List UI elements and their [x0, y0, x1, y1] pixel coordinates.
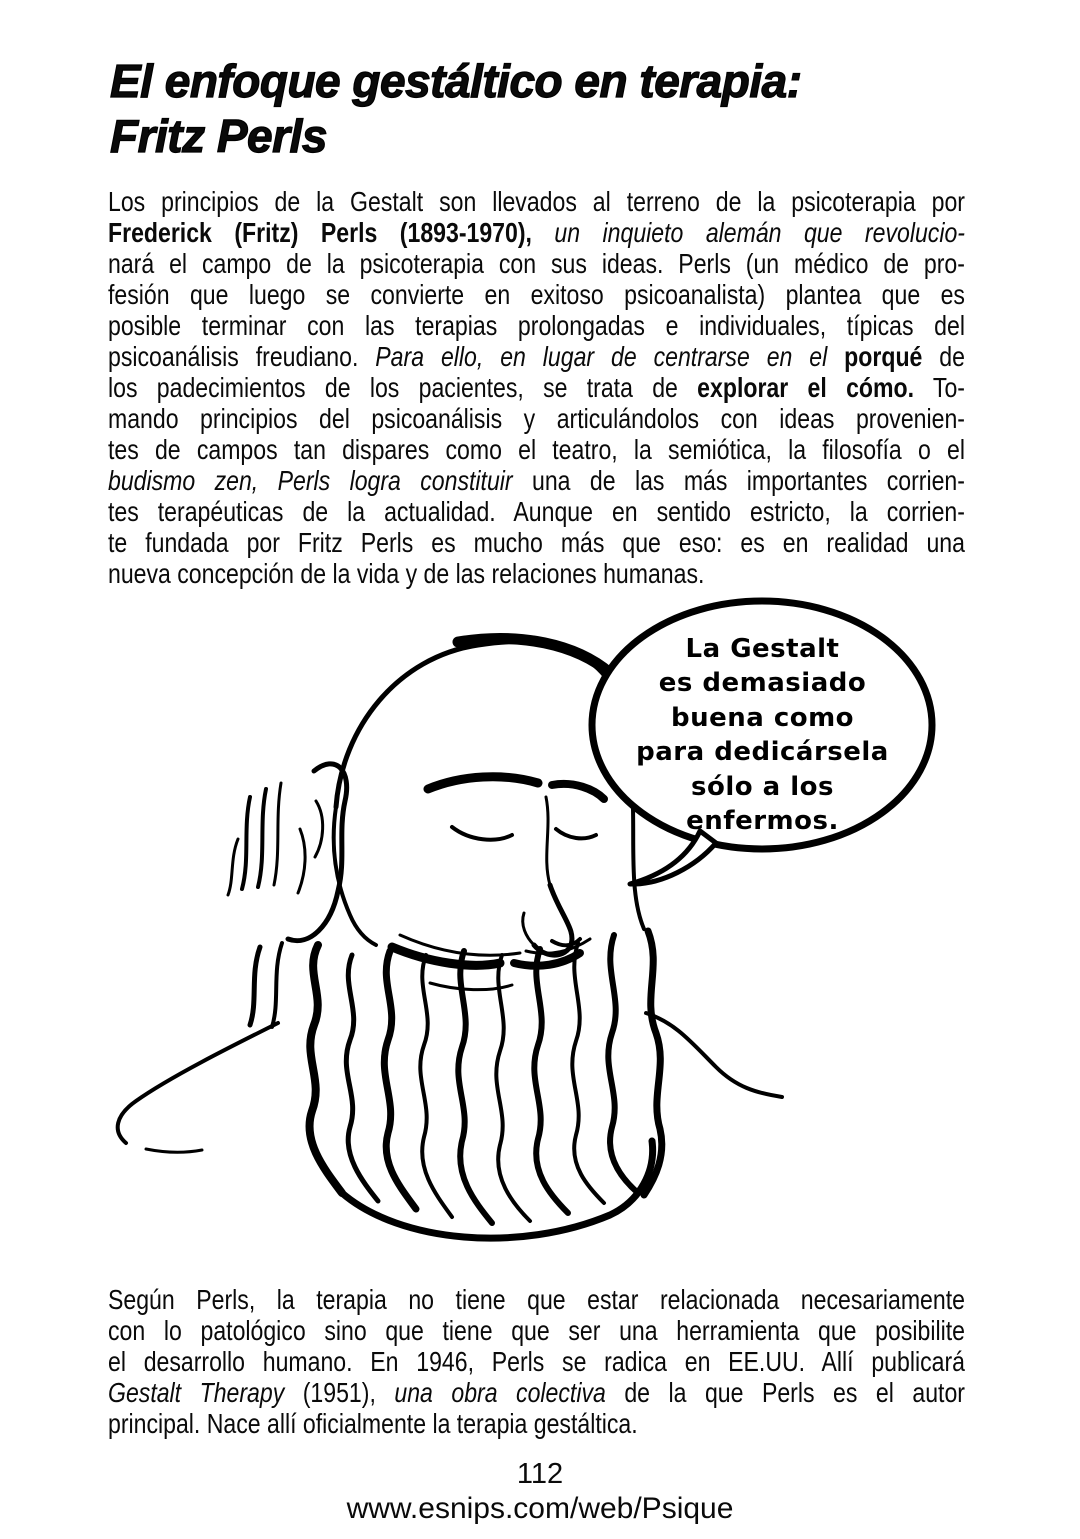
text-line: fesión que luego se convierte en exitoso psicoanalista) plantea que es [108, 279, 965, 310]
text-line: La Gestalt [685, 633, 840, 664]
text-line: Frederick (Fritz) Perls (1893-1970), un inquieto alemán que revolucio- [108, 217, 965, 248]
beard-strokes [309, 931, 661, 1238]
text-line: budismo zen, Perls logra constituir una de las más importantes corrien- [108, 465, 965, 496]
text-line: psicoanálisis freudiano. Para ello, en lugar de centrarse en el porqué de [108, 341, 965, 372]
text-line: Según Perls, la terapia no tiene que estar relacionada necesariamente [108, 1284, 965, 1315]
text-line: los padecimientos de los pacientes, se trata de explorar el cómo. To- [108, 372, 965, 403]
text-line: posible terminar con las terapias prolongadas e individuales, típicas del [108, 310, 965, 341]
text-line: con lo patológico sino que tiene que ser una herramienta que posibilite [108, 1315, 965, 1346]
page-title-line-2: Fritz Perls [110, 110, 327, 162]
text-line: tes terapéuticas de la actualidad. Aunque en sentido estricto, la corrien- [108, 496, 965, 527]
text-line: es demasiado [658, 668, 867, 698]
intro-paragraph [108, 186, 965, 589]
page-title-line-1: El enfoque gestáltico en terapia: [110, 55, 802, 107]
text-line: para dedicársela [636, 737, 889, 767]
text-line: mando principios del psicoanálisis y articulándolos con ideas provenien- [108, 403, 965, 434]
text-line: buena como [670, 702, 855, 733]
text-line: el desarrollo humano. En 1946, Perls se radica en EE.UU. Allí publicará [108, 1346, 965, 1377]
text-line: te fundada por Fritz Perls es mucho más que eso: es en realidad una [108, 527, 965, 558]
text-line: Gestalt Therapy (1951), una obra colectiva de la que Perls es el autor [108, 1377, 965, 1408]
text-line: Los principios de la Gestalt son llevados al terreno de la psicoterapia por [108, 186, 965, 217]
speech-bubble-text [610, 630, 915, 840]
site-url: www.esnips.com/web/Psique [346, 1492, 734, 1525]
text-line: nueva concepción de la vida y de las relaciones humanas. [108, 558, 705, 589]
text-line: sólo a los [690, 771, 834, 802]
text-line: nará el campo de la psicoterapia con sus ideas. Perls (un médico de pro- [108, 248, 965, 279]
page-number: 112 [516, 1458, 564, 1490]
closing-paragraph [108, 1284, 965, 1439]
page-title [110, 54, 1010, 164]
text-line: enfermos. [686, 806, 839, 836]
text-line: principal. Nace allí oficialmente la terapia gestáltica. [108, 1408, 638, 1439]
text-line: tes de campos tan dispares como el teatro, la semiótica, la filosofía o el [108, 434, 965, 465]
